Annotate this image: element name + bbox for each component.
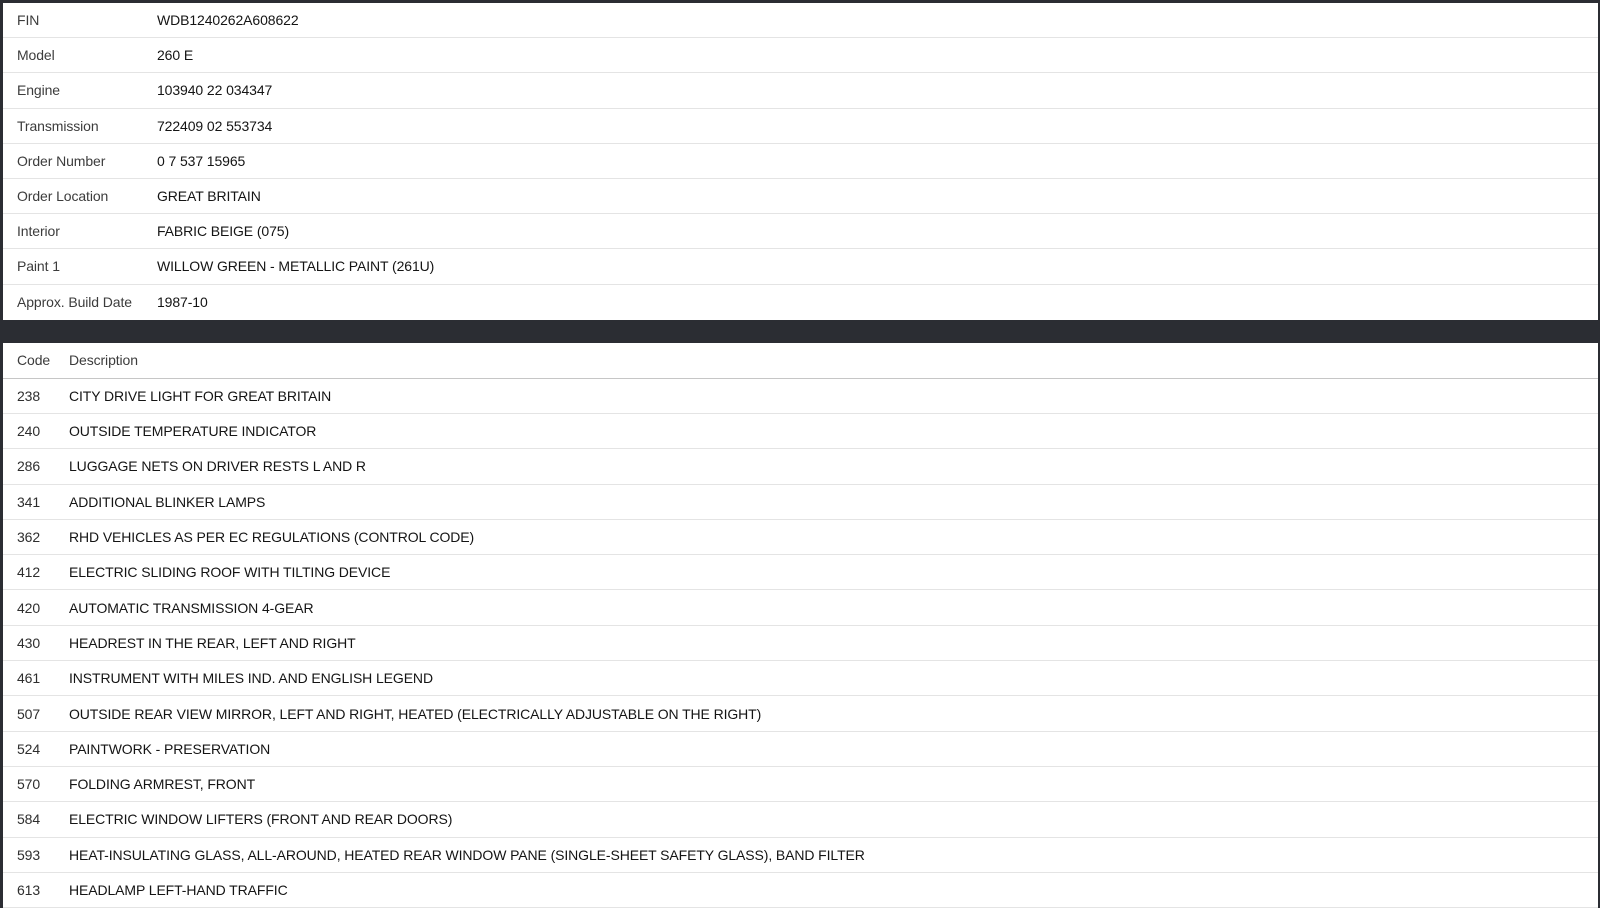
vehicle-info-row (3, 285, 1598, 320)
option-row (3, 449, 1598, 484)
section-divider-bar (0, 320, 1600, 343)
option-code: 570 (17, 776, 41, 793)
option-row (3, 767, 1598, 802)
vehicle-info-row (3, 73, 1598, 108)
option-row (3, 414, 1598, 449)
info-label: Order Number (17, 152, 106, 169)
option-description: OUTSIDE REAR VIEW MIRROR, LEFT AND RIGHT, HEATED (ELECTRICALLY ADJUSTABLE ON THE RIGHT) (69, 705, 762, 722)
option-description: ELECTRIC SLIDING ROOF WITH TILTING DEVICE (69, 564, 391, 581)
option-description: ELECTRIC WINDOW LIFTERS (FRONT AND REAR DOORS) (69, 811, 453, 828)
option-code: 461 (17, 670, 41, 687)
option-code: 507 (17, 705, 41, 722)
info-label: Transmission (17, 117, 99, 134)
vehicle-info-section (3, 3, 1598, 320)
option-description: RHD VEHICLES AS PER EC REGULATIONS (CONTROL CODE) (69, 529, 475, 546)
options-table-header (3, 343, 1598, 379)
option-row (3, 661, 1598, 696)
info-label: Paint 1 (17, 258, 60, 275)
option-code: 524 (17, 740, 41, 757)
option-code: 362 (17, 529, 41, 546)
vehicle-info-row (3, 214, 1598, 249)
info-value: WDB1240262A608622 (157, 12, 299, 29)
info-value: WILLOW GREEN - METALLIC PAINT (261U) (157, 258, 435, 275)
option-row (3, 873, 1598, 908)
option-description: LUGGAGE NETS ON DRIVER RESTS L AND R (69, 458, 366, 475)
vehicle-info-row (3, 249, 1598, 284)
info-label: Engine (17, 82, 60, 99)
options-section (3, 343, 1598, 908)
option-code: 412 (17, 564, 41, 581)
option-row (3, 485, 1598, 520)
option-row (3, 555, 1598, 590)
info-label: Model (17, 47, 55, 64)
option-code: 593 (17, 846, 41, 863)
info-value: FABRIC BEIGE (075) (157, 223, 290, 240)
vehicle-info-row (3, 109, 1598, 144)
option-code: 613 (17, 881, 41, 898)
option-row (3, 802, 1598, 837)
info-label: FIN (17, 12, 40, 29)
option-description: OUTSIDE TEMPERATURE INDICATOR (69, 423, 317, 440)
info-value: 0 7 537 15965 (157, 152, 246, 169)
option-description: HEAT-INSULATING GLASS, ALL-AROUND, HEATED REAR WINDOW PANE (SINGLE-SHEET SAFETY GLASS), BAND FILTER (69, 846, 865, 863)
option-row (3, 732, 1598, 767)
option-code: 430 (17, 634, 41, 651)
info-label: Approx. Build Date (17, 294, 132, 311)
info-label: Interior (17, 223, 60, 240)
vehicle-info-row (3, 144, 1598, 179)
description-column-header: Description (69, 352, 138, 369)
info-label: Order Location (17, 188, 109, 205)
info-value: 103940 22 034347 (157, 82, 273, 99)
option-row (3, 379, 1598, 414)
option-row (3, 696, 1598, 731)
option-row (3, 838, 1598, 873)
option-description: AUTOMATIC TRANSMISSION 4-GEAR (69, 599, 314, 616)
option-description: ADDITIONAL BLINKER LAMPS (69, 493, 266, 510)
vehicle-info-row (3, 3, 1598, 38)
option-code: 286 (17, 458, 41, 475)
option-row (3, 520, 1598, 555)
info-value: GREAT BRITAIN (157, 188, 261, 205)
option-code: 240 (17, 423, 41, 440)
code-column-header: Code (17, 352, 51, 369)
option-code: 420 (17, 599, 41, 616)
option-description: FOLDING ARMREST, FRONT (69, 776, 256, 793)
option-description: HEADREST IN THE REAR, LEFT AND RIGHT (69, 634, 356, 651)
option-description: CITY DRIVE LIGHT FOR GREAT BRITAIN (69, 387, 332, 404)
option-code: 584 (17, 811, 41, 828)
info-value: 722409 02 553734 (157, 117, 273, 134)
option-description: INSTRUMENT WITH MILES IND. AND ENGLISH LEGEND (69, 670, 433, 687)
info-value: 260 E (157, 47, 194, 64)
option-row (3, 590, 1598, 625)
vehicle-info-row (3, 38, 1598, 73)
vehicle-info-row (3, 179, 1598, 214)
option-description: HEADLAMP LEFT-HAND TRAFFIC (69, 881, 288, 898)
option-description: PAINTWORK - PRESERVATION (69, 740, 271, 757)
option-code: 341 (17, 493, 41, 510)
info-value: 1987-10 (157, 294, 208, 311)
option-code: 238 (17, 387, 41, 404)
option-row (3, 626, 1598, 661)
